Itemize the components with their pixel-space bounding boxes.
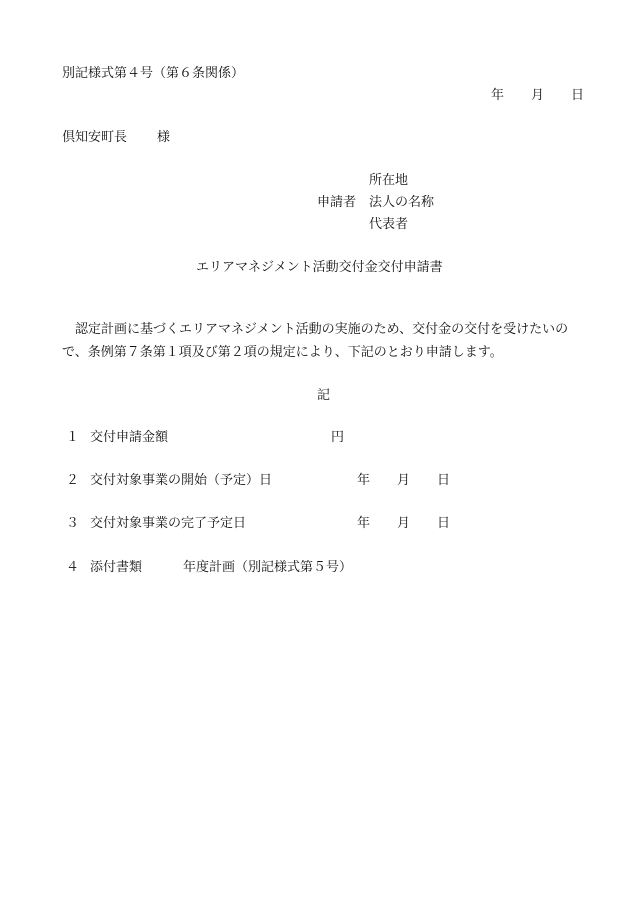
addressee-honorific: 様	[157, 130, 171, 145]
item-number: １	[66, 430, 80, 445]
item-number: ４	[66, 560, 80, 575]
applicant-representative-label: 代表者	[369, 217, 409, 232]
applicant-label: 申請者	[317, 195, 357, 210]
applicant-address-label: 所在地	[369, 173, 409, 188]
item-value: 年度計画（別記様式第５号）	[183, 560, 353, 575]
form-id: 別記様式第４号（第６条関係）	[62, 66, 245, 81]
item-number: ２	[66, 473, 80, 488]
item-year: 年	[357, 473, 371, 488]
date-month: 月	[531, 88, 545, 103]
item-label: 交付対象事業の開始（予定）日	[90, 473, 273, 488]
item-number: ３	[66, 516, 80, 531]
applicant-corp-name-label: 法人の名称	[369, 195, 435, 210]
item-label: 交付対象事業の完了予定日	[90, 516, 247, 531]
item-label: 添付書類	[90, 560, 143, 575]
date-year: 年	[491, 88, 505, 103]
item-label: 交付申請金額	[90, 430, 169, 445]
date-day: 日	[571, 88, 585, 103]
item-day: 日	[437, 516, 451, 531]
body-paragraph: 認定計画に基づくエリアマネジメント活動の実施のため、交付金の交付を受けたいので、条例第７条第１項及び第２項の規定により、下記のとおり申請します。	[62, 322, 569, 360]
document-title: エリアマネジメント活動交付金交付申請書	[196, 260, 443, 275]
item-month: 月	[397, 516, 411, 531]
item-year: 年	[357, 516, 371, 531]
item-month: 月	[397, 473, 411, 488]
ki-heading: 記	[317, 388, 331, 403]
addressee: 倶知安町長	[62, 130, 128, 145]
item-day: 日	[437, 473, 451, 488]
item-value: 円	[331, 430, 345, 445]
